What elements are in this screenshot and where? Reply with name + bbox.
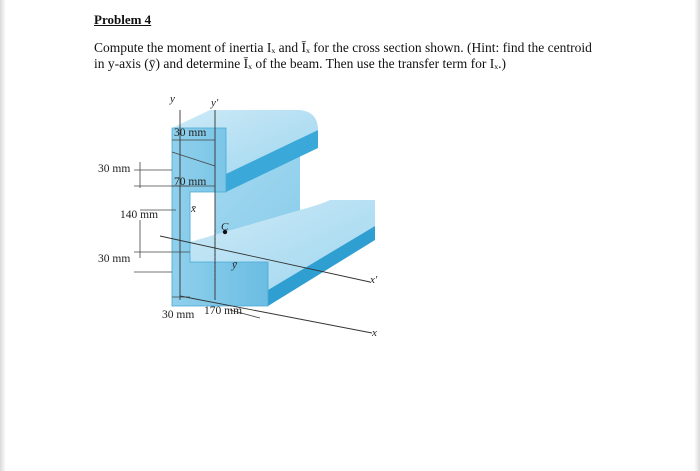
problem-statement-line-2: in y-axis (ȳ) and determine Īₓ of the beam. Then use the transfer term for Iₓ.) (94, 56, 507, 71)
problem-statement-line-1: Compute the moment of inertia Iₓ and Īₓ for the cross section shown. (Hint: find the centroid (94, 40, 592, 55)
problem-title: Problem 4 (94, 12, 152, 27)
y-axis-label: y (170, 93, 175, 105)
dim-web-thickness: 30 mm (162, 309, 195, 321)
dim-top-flange-thickness: 30 mm (98, 163, 131, 175)
y-bar-label: ȳ (232, 259, 237, 271)
dim-web-height: 140 mm (120, 209, 159, 221)
x-bar-label: x̄ (191, 203, 196, 215)
x-axis-label: x (372, 327, 377, 339)
y-prime-axis-label: y′ (211, 97, 219, 109)
dim-top-width: 30 mm (174, 127, 207, 139)
dim-bottom-flange-thickness: 30 mm (98, 253, 131, 265)
x-prime-axis-label: x′ (370, 274, 378, 286)
dim-bottom-length: 170 mm (204, 305, 243, 317)
centroid-label: C (221, 221, 229, 233)
dim-70mm: 70 mm (174, 176, 207, 188)
